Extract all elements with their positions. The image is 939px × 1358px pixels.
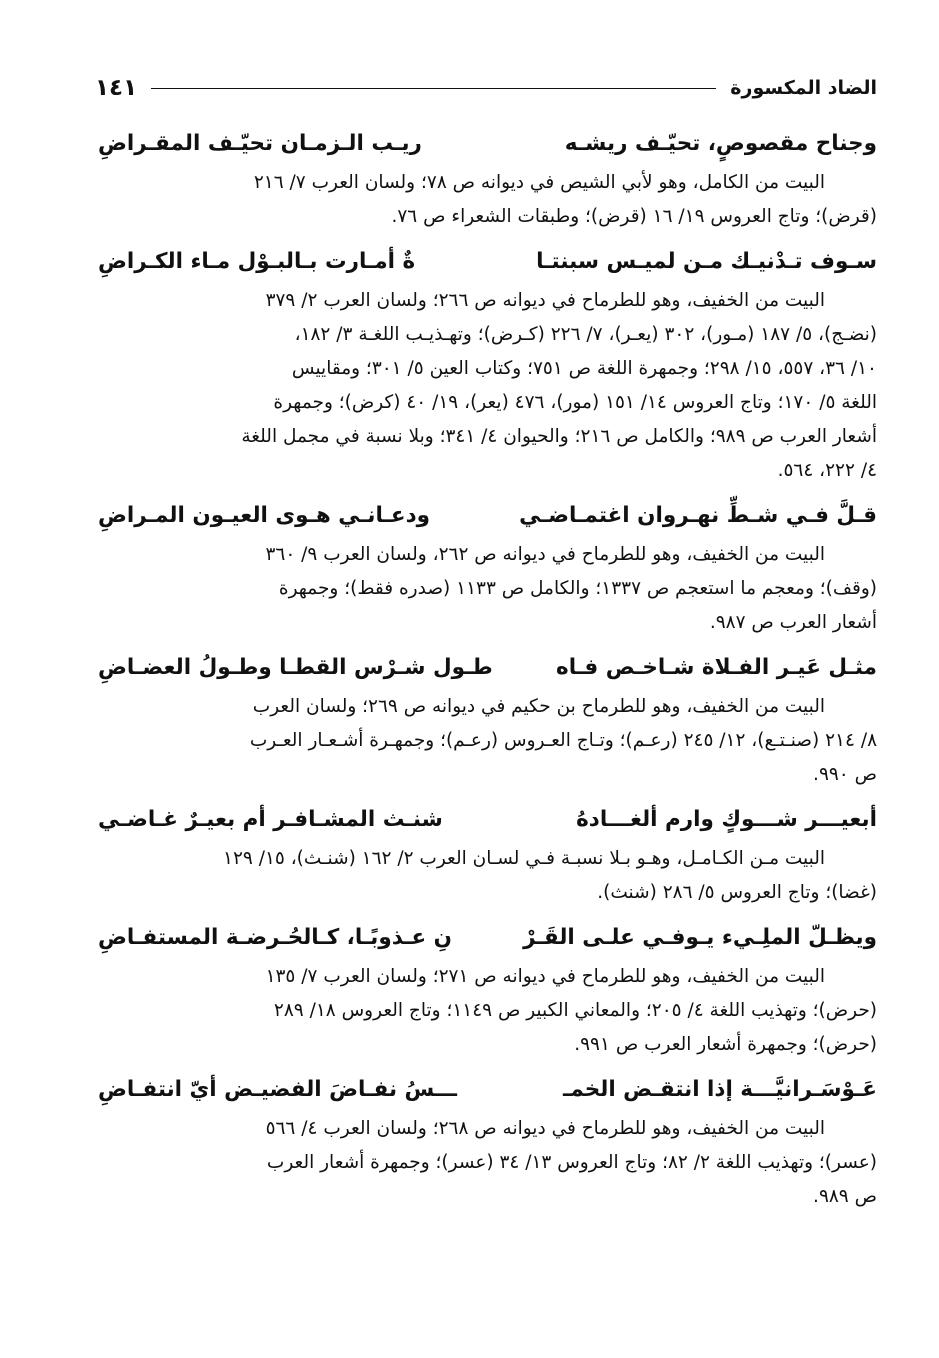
verse-second-hemistich: ةٌ أمـارت بـالبـوْل مـاء الكـراضِ [98,249,416,274]
commentary-line: اللغة ٥/ ١٧٠؛ وتاج العروس ١٤/ ١٥١ (مور)، ٤٧٦ (يعر)، ١٩/ ٤٠ (كرض)؛ وجمهرة [273,392,877,413]
commentary-line: ص ٩٩٠. [813,764,877,785]
commentary-line: ص ٩٨٩. [813,1186,877,1207]
verse-line [98,798,877,842]
commentary [98,166,877,234]
verse-entry [98,646,877,792]
verse-line [98,916,877,960]
verse-second-hemistich: نِ عـذوبًـا، كـالحُـرضـة المستفـاضِ [98,925,452,950]
verse-second-hemistich: طـول شـرْس القطـا وطـولُ العضـاضِ [98,655,493,680]
verse-entry [98,122,877,234]
commentary-line: (حرض)؛ وجمهرة أشعار العرب ص ٩٩١. [574,1034,877,1055]
verse-first-hemistich: مثـل عَيـر الفـلاة شـاخـص فـاه [556,655,877,680]
commentary-line: البيت من الخفيف، وهو للطرماح بن حكيم في ديوانه ص ٢٦٩؛ ولسان العرب [252,696,825,717]
verse-line [98,1068,877,1112]
commentary-line: أشعار العرب ص ٩٨٩؛ والكامل ص ٢١٦؛ والحيوان ٤/ ٣٤١؛ وبلا نسبة في مجمل اللغة [241,426,877,447]
commentary-line: البيت من الخفيف، وهو للطرماح في ديوانه ص ٢٦٨؛ ولسان العرب ٤/ ٥٦٦ [265,1118,825,1139]
verse-first-hemistich: أبعيـــر شـــوكٍ وارم ألغـــادهُ [576,807,877,832]
commentary-line: أشعار العرب ص ٩٨٧. [709,612,877,633]
commentary [98,538,877,640]
commentary-line: البيت مـن الكـامـل، وهـو بـلا نسبـة فـي لسـان العرب ٢/ ١٦٢ (شنـث)، ١٥/ ١٢٩ [223,848,825,869]
commentary-line: البيت من الكامل، وهو لأبي الشيص في ديوانه ص ٧٨؛ ولسان العرب ٧/ ٢١٦ [253,172,825,193]
commentary-line: البيت من الخفيف، وهو للطرماح في ديوانه ص ٢٧١؛ ولسان العرب ٧/ ١٣٥ [265,966,825,987]
commentary [98,690,877,792]
commentary-line: (حرض)؛ وتهذيب اللغة ٤/ ٢٠٥؛ والمعاني الكبير ص ١١٤٩؛ وتاج العروس ١٨/ ٢٨٩ [273,1000,877,1021]
commentary [98,1112,877,1214]
verse-first-hemistich: قـلَّ فـي شـطِّ نهـروان اغتمـاضـي [519,503,877,528]
commentary [98,284,877,488]
verse-second-hemistich: ـــسُ نفـاضَ الفضيـض أيّ انتفـاضِ [98,1077,457,1102]
verse-entry [98,1068,877,1214]
commentary-line: ٨/ ٢١٤ (صنـتـع)، ١٢/ ٢٤٥ (رعـم)؛ وتـاج العـروس (رعـم)؛ وجمهـرة أشـعـار العـرب [249,730,877,751]
verse-line [98,494,877,538]
verse-first-hemistich: وجناح مقصوصٍ، تحيّـف ريشـه [564,131,877,156]
commentary-line: (نضـج)، ٥/ ١٨٧ (مـور)، ٣٠٢ (يعـر)، ٧/ ٢٢٦ (كـرض)؛ وتهـذيـب اللغـة ٣/ ١٨٢، [294,324,877,345]
commentary-line: البيت من الخفيف، وهو للطرماح في ديوانه ص ٢٦٢، ولسان العرب ٩/ ٣٦٠ [265,544,825,565]
verse-line [98,646,877,690]
verse-first-hemistich: ويظـلّ الملِـيء يـوفـي علـى القَـرْ [523,925,877,950]
verse-entry [98,916,877,1062]
commentary-line: (عسر)؛ وتهذيب اللغة ٢/ ٨٢؛ وتاج العروس ١٣/ ٣٤ (عسر)؛ وجمهرة أشعار العرب [266,1152,877,1173]
commentary-line: البيت من الخفيف، وهو للطرماح في ديوانه ص ٢٦٦؛ ولسان العرب ٢/ ٣٧٩ [265,290,825,311]
verse-line [98,122,877,166]
commentary-line: ١٠/ ٣٦، ٥٥٧، ١٥/ ٢٩٨؛ وجمهرة اللغة ص ٧٥١؛ وكتاب العين ٥/ ٣٠١؛ ومقاييس [291,358,877,379]
commentary-line: ٤/ ٢٢٢، ٥٦٤. [777,460,877,481]
commentary-line: (قرض)؛ وتاج العروس ١٩/ ١٦ (قرض)؛ وطبقات الشعراء ص ٧٦. [391,206,877,227]
verse-first-hemistich: سـوف تـدْنيـك مـن لميـس سبنتـا [536,249,877,274]
page-header [95,70,877,106]
page-number: ١٤١ [95,75,138,101]
verse-entry [98,494,877,640]
commentary-line: (وقف)؛ ومعجم ما استعجم ص ١٣٣٧؛ والكامل ص ١١٣٣ (صدره فقط)؛ وجمهرة [278,578,877,599]
commentary [98,960,877,1062]
commentary-line: (غضا)؛ وتاج العروس ٥/ ٢٨٦ (شنث). [597,882,877,903]
verse-second-hemistich: ريـب الـزمـان تحيّـف المقـراضِ [98,131,422,156]
verse-line [98,240,877,284]
verse-second-hemistich: ودعـانـي هـوى العيـون المـراضِ [98,503,430,528]
commentary [98,842,877,910]
verse-second-hemistich: شنـث المشـافـر أم بعيـرٌ غـاضـي [98,807,443,832]
running-title: الضاد المكسورة [730,77,877,99]
verse-first-hemistich: عَـوْسَـرانيَّـــة إذا انتقـض الخمـ [563,1077,877,1102]
header-rule [151,88,716,89]
verse-entry [98,240,877,488]
page-body [98,122,877,1220]
verse-entry [98,798,877,910]
